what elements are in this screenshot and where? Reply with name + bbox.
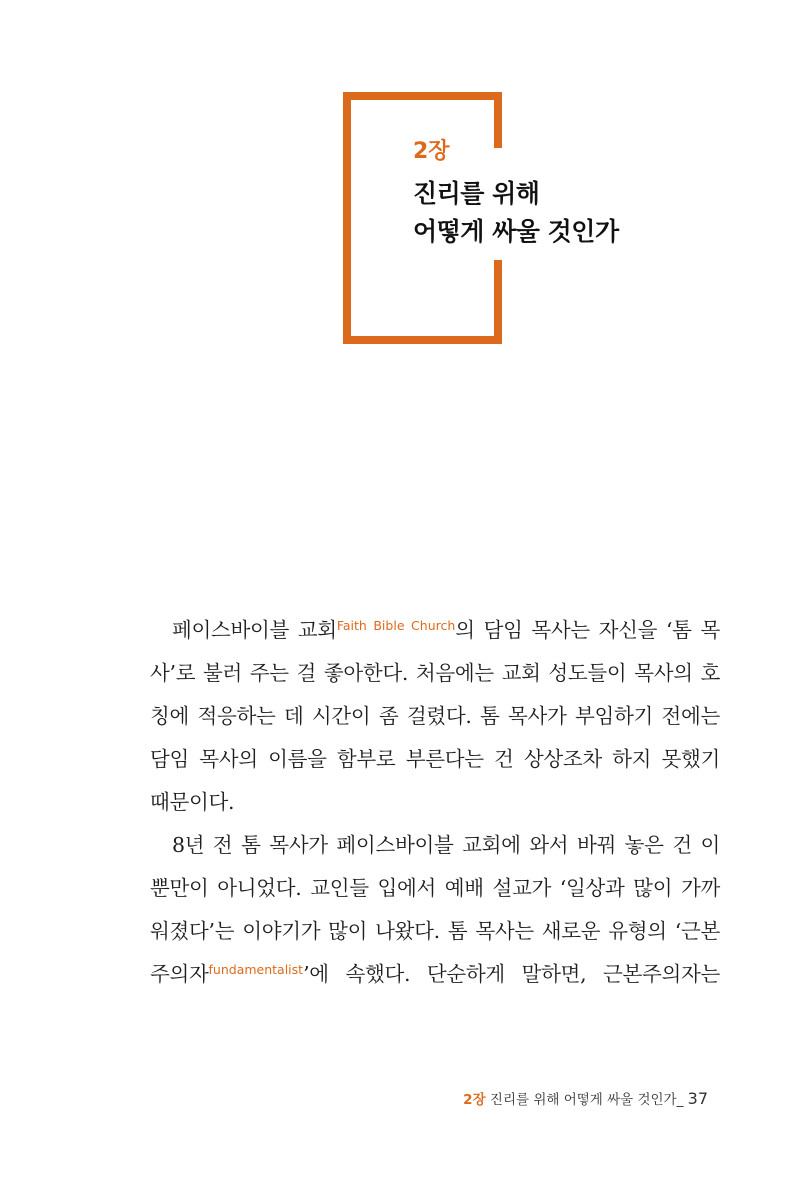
- chapter-title-line-2: 어떻게 싸울 것인가: [413, 217, 619, 246]
- text-segment: 주의자: [150, 962, 209, 986]
- footer-chapter: 2장: [463, 1092, 486, 1108]
- paragraph-1-line-4: 담임 목사의 이름을 함부로 부른다는 건 상상조차 하지 못했기: [150, 747, 720, 771]
- text-segment: ’에 속했다. 단순하게 말하면, 근본주의자는: [303, 962, 720, 986]
- footer-title: 진리를 위해 어떻게 싸울 것인가_: [485, 1092, 688, 1108]
- paragraph-1-line-3: 칭에 적응하는 데 시간이 좀 걸렸다. 톰 목사가 부임하기 전에는: [150, 704, 720, 728]
- chapter-label: 2장: [413, 139, 450, 164]
- text-segment: 의 담임 목사는 자신을 ‘톰 목: [455, 618, 720, 642]
- paragraph-1-line-2: 사’로 불러 주는 걸 좋아한다. 처음에는 교회 성도들이 목사의 호: [150, 661, 720, 685]
- paragraph-1-line-5: 때문이다.: [150, 790, 235, 814]
- paragraph-1-line-1: [150, 608, 720, 652]
- paragraph-2-line-4: [150, 952, 720, 996]
- gloss-fundamentalist: fundamentalist: [208, 962, 304, 977]
- paragraph-2-line-1: 8년 전 톰 목사가 페이스바이블 교회에 와서 바꿔 놓은 건 이: [172, 833, 720, 857]
- paragraph-2-line-3: 워졌다’는 이야기가 많이 나왔다. 톰 목사는 새로운 유형의 ‘근본: [150, 919, 720, 943]
- paragraph-2-line-2: 뿐만이 아니었다. 교인들 입에서 예배 설교가 ‘일상과 많이 가까: [150, 876, 720, 900]
- page-number: 37: [687, 1089, 708, 1108]
- gloss-faith-bible-church: Faith Bible Church: [336, 618, 456, 633]
- chapter-title-line-1: 진리를 위해: [413, 179, 540, 208]
- text-segment: 페이스바이블 교회: [172, 618, 337, 642]
- page-footer: [463, 1088, 708, 1108]
